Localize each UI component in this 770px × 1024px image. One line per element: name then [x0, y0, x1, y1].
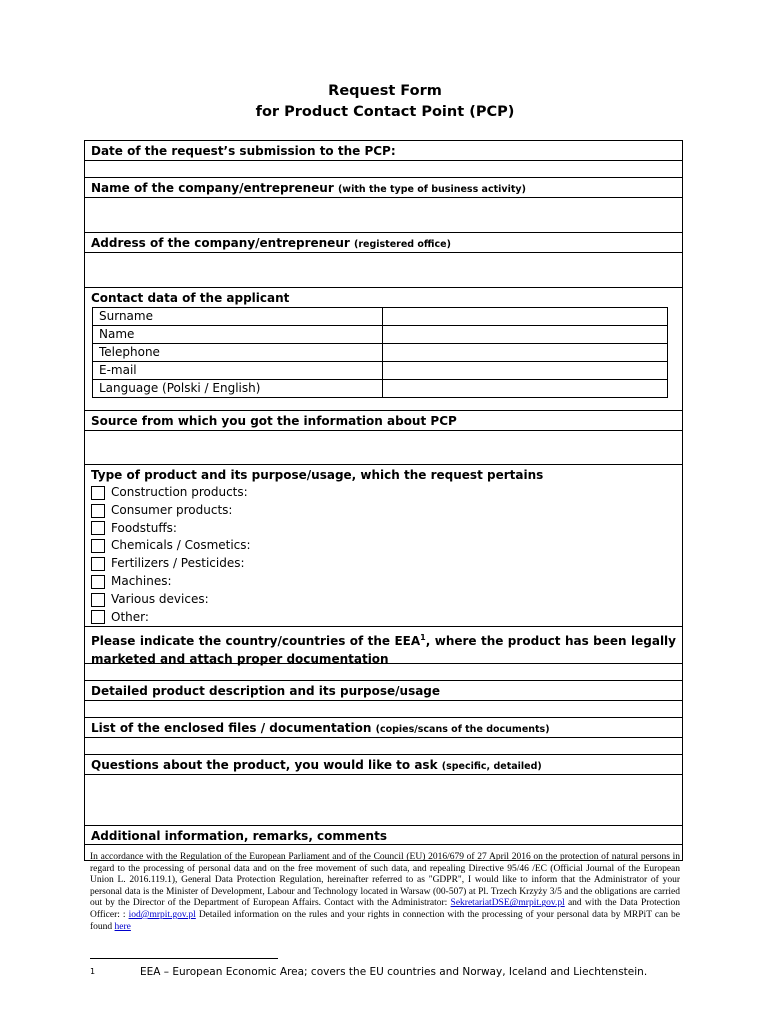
- contact-table: [92, 307, 668, 398]
- request-form: [84, 140, 683, 861]
- additional-label: Additional information, remarks, comments: [91, 829, 387, 843]
- telephone-input[interactable]: [383, 344, 668, 362]
- option-machines[interactable]: [91, 573, 676, 591]
- contact-row-telephone: [93, 344, 668, 362]
- here-link[interactable]: here: [114, 921, 131, 932]
- option-fertilizers[interactable]: [91, 555, 676, 573]
- surname-input[interactable]: [383, 308, 668, 326]
- checkbox[interactable]: [91, 521, 105, 535]
- footnote-text: EEA – European Economic Area; covers the EU countries and Norway, Iceland and Liechtenstein.: [140, 966, 648, 978]
- contact-field-label: Language (Polski / English): [93, 380, 383, 398]
- gdpr-notice: [90, 852, 680, 933]
- contact-field-label: Surname: [93, 308, 383, 326]
- checkbox[interactable]: [91, 539, 105, 553]
- files-label-row: [85, 717, 682, 737]
- eea-label-row: [85, 626, 682, 666]
- checkbox[interactable]: [91, 504, 105, 518]
- option-foodstuffs[interactable]: [91, 520, 676, 538]
- email-input[interactable]: [383, 362, 668, 380]
- source-label: Source from which you got the information about PCP: [91, 414, 457, 428]
- gdpr-text: and with the Data Protection Officer: :: [90, 898, 680, 920]
- contact-row-language: [93, 380, 668, 398]
- contact-row-name: [93, 326, 668, 344]
- form-title: Request Form: [328, 83, 442, 99]
- option-label: Foodstuffs:: [111, 520, 177, 535]
- contact-section: [85, 287, 682, 410]
- contact-field-label: Name: [93, 326, 383, 344]
- option-chemicals[interactable]: [91, 537, 676, 555]
- source-label-row: [85, 410, 682, 430]
- questions-note: (specific, detailed): [441, 761, 542, 772]
- company-label-row: [85, 177, 682, 197]
- company-input[interactable]: [85, 197, 682, 232]
- company-label: Name of the company/entrepreneur: [91, 181, 334, 195]
- description-label: Detailed product description and its purpose/usage: [91, 684, 441, 698]
- checkbox[interactable]: [91, 610, 105, 624]
- gdpr-text: In accordance with the Regulation of the European Parliament and of the Council (EU) 2016/679 of 27 April 2016 on the protection of natural persons in regard to the processing of personal data and on the free movement of such data, and repealing Directive 95/46 /EC (Official Journal of the European Union L. 2016.119.1), General Data Protection Regulation, hereinafter referred to as "GDPR", I would like to inform that the Administrator of your personal data is the Minister of Development, Labour and Technology located in Warsaw (00-507) at Pl. Trzech Krzyży 3/5 and the obligations are carried out by the Director of the Department of European Affairs. Contact with the Administrator:: [90, 852, 680, 909]
- description-label-row: [85, 680, 682, 700]
- contact-field-label: E-mail: [93, 362, 383, 380]
- gdpr-text: Detailed information on the rules and your rights in connection with the processing of your personal data by MRPiT can be found: [90, 909, 680, 932]
- form-subtitle: for Product Contact Point (PCP): [255, 104, 515, 120]
- option-label: Chemicals / Cosmetics:: [111, 538, 251, 553]
- checkbox[interactable]: [91, 486, 105, 500]
- footnote-ref: 1: [420, 633, 426, 642]
- address-note: (registered office): [353, 239, 451, 250]
- product-type-section: [85, 464, 682, 626]
- option-label: Other:: [111, 609, 149, 624]
- option-label: Various devices:: [111, 591, 209, 606]
- address-label: Address of the company/entrepreneur: [91, 236, 350, 250]
- contact-row-email: [93, 362, 668, 380]
- option-label: Construction products:: [111, 485, 248, 499]
- checkbox[interactable]: [91, 557, 105, 571]
- questions-input[interactable]: [85, 774, 682, 825]
- contact-field-label: Telephone: [93, 344, 383, 362]
- eea-label: Please indicate the country/countries of the EEA: [91, 634, 421, 648]
- option-construction[interactable]: [91, 484, 676, 502]
- contact-label: Contact data of the applicant: [91, 291, 290, 305]
- dpo-email-link[interactable]: iod@mrpit.gov.pl: [128, 909, 196, 920]
- language-input[interactable]: [383, 380, 668, 398]
- checkbox[interactable]: [91, 575, 105, 589]
- name-input[interactable]: [383, 326, 668, 344]
- option-devices[interactable]: [91, 591, 676, 609]
- date-label-row: [85, 140, 682, 160]
- option-label: Machines:: [111, 573, 172, 588]
- files-note: (copies/scans of the documents): [375, 724, 550, 735]
- option-consumer[interactable]: [91, 502, 676, 520]
- checkbox[interactable]: [91, 593, 105, 607]
- source-input[interactable]: [85, 430, 682, 464]
- footnote: [90, 965, 690, 979]
- eea-label-cont: , where the product has been legally marketed and attach proper documentation: [91, 634, 676, 666]
- additional-label-row: [85, 825, 682, 844]
- address-label-row: [85, 232, 682, 252]
- option-other[interactable]: [91, 609, 676, 627]
- admin-email-link[interactable]: SekretariatDSE@mrpit.gov.pl: [450, 898, 565, 909]
- contact-row-surname: [93, 308, 668, 326]
- footnote-number: 1: [90, 967, 96, 976]
- date-label: Date of the request’s submission to the PCP:: [91, 144, 396, 158]
- questions-label: Questions about the product, you would like to ask: [91, 758, 438, 772]
- questions-label-row: [85, 754, 682, 774]
- description-input[interactable]: [85, 700, 682, 717]
- option-label: Consumer products:: [111, 502, 233, 517]
- address-input[interactable]: [85, 252, 682, 287]
- footnote-divider: [90, 958, 278, 959]
- files-label: List of the enclosed files / documentation: [91, 721, 372, 735]
- date-input[interactable]: [85, 160, 682, 177]
- company-note: (with the type of business activity): [337, 184, 526, 195]
- option-label: Fertilizers / Pesticides:: [111, 556, 245, 571]
- files-input[interactable]: [85, 737, 682, 754]
- product-type-label: Type of product and its purpose/usage, which the request pertains: [91, 468, 544, 482]
